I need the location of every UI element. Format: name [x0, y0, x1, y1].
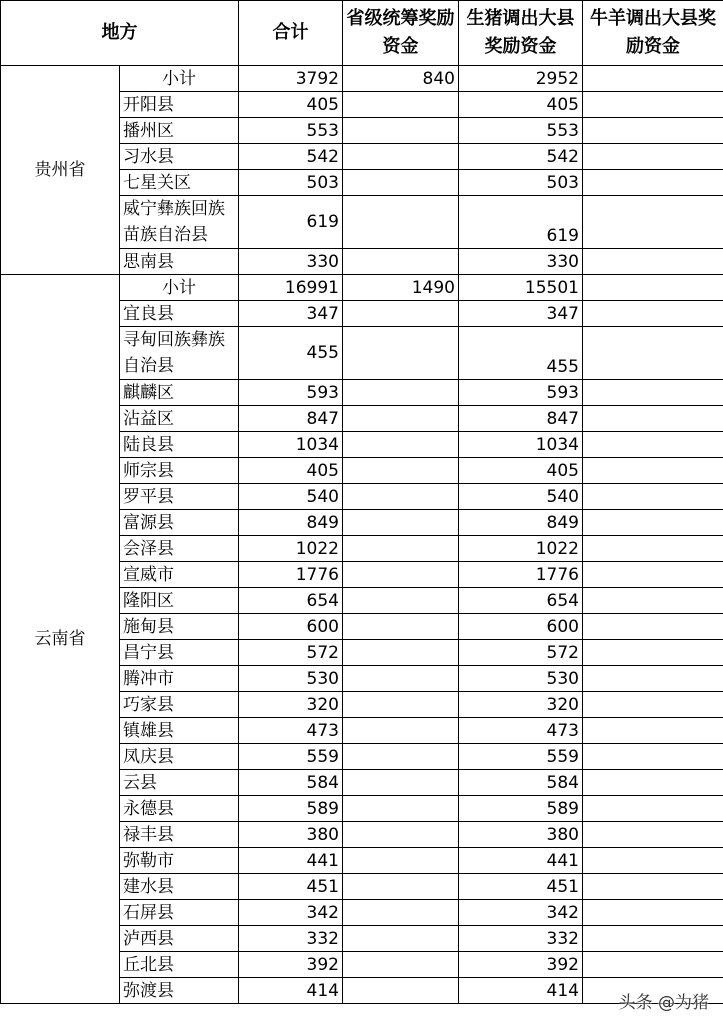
county-pig: 332: [459, 926, 583, 952]
county-cattle: [583, 848, 723, 874]
county-name: 七星关区: [120, 170, 239, 196]
watermark: 头条 @为猪: [618, 993, 709, 1013]
county-cattle: [583, 926, 723, 952]
county-total: 847: [239, 406, 343, 432]
county-name: 建水县: [120, 874, 239, 900]
county-total: 584: [239, 770, 343, 796]
county-name: 师宗县: [120, 458, 239, 484]
county-provincial: [343, 92, 459, 118]
subtotal-provincial: 1490: [343, 275, 459, 301]
county-total: 553: [239, 118, 343, 144]
county-provincial: [343, 432, 459, 458]
county-cattle: [583, 484, 723, 510]
subtotal-total: 3792: [239, 66, 343, 92]
county-provincial: [343, 614, 459, 640]
county-name: 会泽县: [120, 536, 239, 562]
county-cattle: [583, 118, 723, 144]
county-pig: 559: [459, 744, 583, 770]
county-pig: 347: [459, 301, 583, 327]
header-cattle: 牛羊调出大县奖励资金: [583, 1, 723, 66]
county-pig: 405: [459, 92, 583, 118]
county-pig: 572: [459, 640, 583, 666]
county-name: 播州区: [120, 118, 239, 144]
county-pig: 542: [459, 144, 583, 170]
county-pig: 1022: [459, 536, 583, 562]
county-pig: 380: [459, 822, 583, 848]
county-cattle: [583, 144, 723, 170]
subtotal-row: [1, 66, 723, 92]
county-provincial: [343, 380, 459, 406]
county-total: 347: [239, 301, 343, 327]
subtotal-provincial: 840: [343, 66, 459, 92]
county-provincial: [343, 640, 459, 666]
county-cattle: [583, 770, 723, 796]
county-provincial: [343, 327, 459, 380]
subtotal-cattle: [583, 275, 723, 301]
county-total: 320: [239, 692, 343, 718]
county-name: 宜良县: [120, 301, 239, 327]
county-provincial: [343, 588, 459, 614]
county-provincial: [343, 301, 459, 327]
county-provincial: [343, 900, 459, 926]
county-cattle: [583, 822, 723, 848]
county-provincial: [343, 536, 459, 562]
county-name: 宣威市: [120, 562, 239, 588]
county-name: 思南县: [120, 249, 239, 275]
county-provincial: [343, 718, 459, 744]
county-total: 405: [239, 458, 343, 484]
county-provincial: [343, 978, 459, 1004]
county-cattle: [583, 406, 723, 432]
county-total: 1776: [239, 562, 343, 588]
county-name: 镇雄县: [120, 718, 239, 744]
county-pig: 847: [459, 406, 583, 432]
subtotal-pig: 15501: [459, 275, 583, 301]
county-provincial: [343, 406, 459, 432]
county-provincial: [343, 170, 459, 196]
county-provincial: [343, 692, 459, 718]
county-name: 寻甸回族彝族自治县: [120, 327, 239, 380]
county-total: 473: [239, 718, 343, 744]
county-pig: 540: [459, 484, 583, 510]
county-cattle: [583, 796, 723, 822]
county-total: 455: [239, 327, 343, 380]
county-name: 弥渡县: [120, 978, 239, 1004]
county-cattle: [583, 614, 723, 640]
county-provincial: [343, 562, 459, 588]
county-name: 开阳县: [120, 92, 239, 118]
county-cattle: [583, 380, 723, 406]
county-total: 330: [239, 249, 343, 275]
county-pig: 654: [459, 588, 583, 614]
subtotal-total: 16991: [239, 275, 343, 301]
county-total: 1034: [239, 432, 343, 458]
header-total: 合计: [239, 1, 343, 66]
county-name: 凤庆县: [120, 744, 239, 770]
county-name: 腾冲市: [120, 666, 239, 692]
county-pig: 451: [459, 874, 583, 900]
header-pig: 生猪调出大县奖励资金: [459, 1, 583, 66]
county-total: 441: [239, 848, 343, 874]
county-provincial: [343, 118, 459, 144]
county-pig: 593: [459, 380, 583, 406]
county-provincial: [343, 196, 459, 249]
county-name: 云县: [120, 770, 239, 796]
county-provincial: [343, 458, 459, 484]
county-name: 昌宁县: [120, 640, 239, 666]
county-total: 600: [239, 614, 343, 640]
county-name: 巧家县: [120, 692, 239, 718]
county-pig: 530: [459, 666, 583, 692]
county-pig: 553: [459, 118, 583, 144]
county-cattle: [583, 327, 723, 380]
county-cattle: [583, 952, 723, 978]
county-pig: 414: [459, 978, 583, 1004]
county-cattle: [583, 640, 723, 666]
county-total: 392: [239, 952, 343, 978]
county-name: 陆良县: [120, 432, 239, 458]
county-pig: 619: [459, 196, 583, 249]
county-cattle: [583, 874, 723, 900]
county-cattle: [583, 458, 723, 484]
county-cattle: [583, 432, 723, 458]
county-pig: 584: [459, 770, 583, 796]
county-cattle: [583, 196, 723, 249]
county-provincial: [343, 249, 459, 275]
county-provincial: [343, 926, 459, 952]
county-total: 572: [239, 640, 343, 666]
county-name: 丘北县: [120, 952, 239, 978]
subtotal-label: 小计: [120, 275, 239, 301]
county-name: 永德县: [120, 796, 239, 822]
county-provincial: [343, 952, 459, 978]
county-name: 罗平县: [120, 484, 239, 510]
county-provincial: [343, 822, 459, 848]
subtotal-cattle: [583, 66, 723, 92]
county-total: 342: [239, 900, 343, 926]
county-provincial: [343, 848, 459, 874]
county-pig: 320: [459, 692, 583, 718]
county-cattle: [583, 562, 723, 588]
county-pig: 455: [459, 327, 583, 380]
yunnan-section: [1, 275, 723, 1004]
county-pig: 405: [459, 458, 583, 484]
county-pig: 589: [459, 796, 583, 822]
county-cattle: [583, 170, 723, 196]
subtotal-label: 小计: [120, 66, 239, 92]
county-provincial: [343, 874, 459, 900]
county-name: 沾益区: [120, 406, 239, 432]
county-pig: 600: [459, 614, 583, 640]
county-name: 泸西县: [120, 926, 239, 952]
county-cattle: [583, 900, 723, 926]
county-pig: 330: [459, 249, 583, 275]
county-cattle: [583, 588, 723, 614]
county-total: 540: [239, 484, 343, 510]
county-total: 503: [239, 170, 343, 196]
county-total: 530: [239, 666, 343, 692]
county-total: 405: [239, 92, 343, 118]
county-provincial: [343, 770, 459, 796]
county-cattle: [583, 249, 723, 275]
county-total: 332: [239, 926, 343, 952]
county-provincial: [343, 796, 459, 822]
guizhou-section: [1, 66, 723, 275]
county-cattle: [583, 744, 723, 770]
county-name: 石屏县: [120, 900, 239, 926]
county-name: 麒麟区: [120, 380, 239, 406]
county-total: 849: [239, 510, 343, 536]
county-name: 习水县: [120, 144, 239, 170]
county-total: 380: [239, 822, 343, 848]
county-total: 451: [239, 874, 343, 900]
county-total: 589: [239, 796, 343, 822]
county-name: 富源县: [120, 510, 239, 536]
county-pig: 503: [459, 170, 583, 196]
county-total: 1022: [239, 536, 343, 562]
subtotal-pig: 2952: [459, 66, 583, 92]
header-row: [1, 1, 723, 66]
province-name: 贵州省: [1, 66, 120, 275]
county-provincial: [343, 744, 459, 770]
county-cattle: [583, 92, 723, 118]
county-pig: 1034: [459, 432, 583, 458]
county-provincial: [343, 484, 459, 510]
county-total: 593: [239, 380, 343, 406]
header-region: 地方: [1, 1, 239, 66]
county-name: 弥勒市: [120, 848, 239, 874]
county-cattle: [583, 301, 723, 327]
county-pig: 1776: [459, 562, 583, 588]
county-total: 559: [239, 744, 343, 770]
county-pig: 849: [459, 510, 583, 536]
county-name: 施甸县: [120, 614, 239, 640]
county-provincial: [343, 666, 459, 692]
county-pig: 473: [459, 718, 583, 744]
county-total: 542: [239, 144, 343, 170]
county-pig: 392: [459, 952, 583, 978]
county-total: 414: [239, 978, 343, 1004]
subtotal-row: [1, 275, 723, 301]
province-name: 云南省: [1, 275, 120, 1004]
county-cattle: [583, 536, 723, 562]
header-provincial: 省级统筹奖励资金: [343, 1, 459, 66]
county-provincial: [343, 144, 459, 170]
county-cattle: [583, 692, 723, 718]
county-name: 隆阳区: [120, 588, 239, 614]
county-pig: 342: [459, 900, 583, 926]
county-total: 619: [239, 196, 343, 249]
county-cattle: [583, 510, 723, 536]
county-pig: 441: [459, 848, 583, 874]
county-cattle: [583, 718, 723, 744]
county-name: 禄丰县: [120, 822, 239, 848]
county-cattle: [583, 666, 723, 692]
county-name: 威宁彝族回族苗族自治县: [120, 196, 239, 249]
county-total: 654: [239, 588, 343, 614]
county-provincial: [343, 510, 459, 536]
